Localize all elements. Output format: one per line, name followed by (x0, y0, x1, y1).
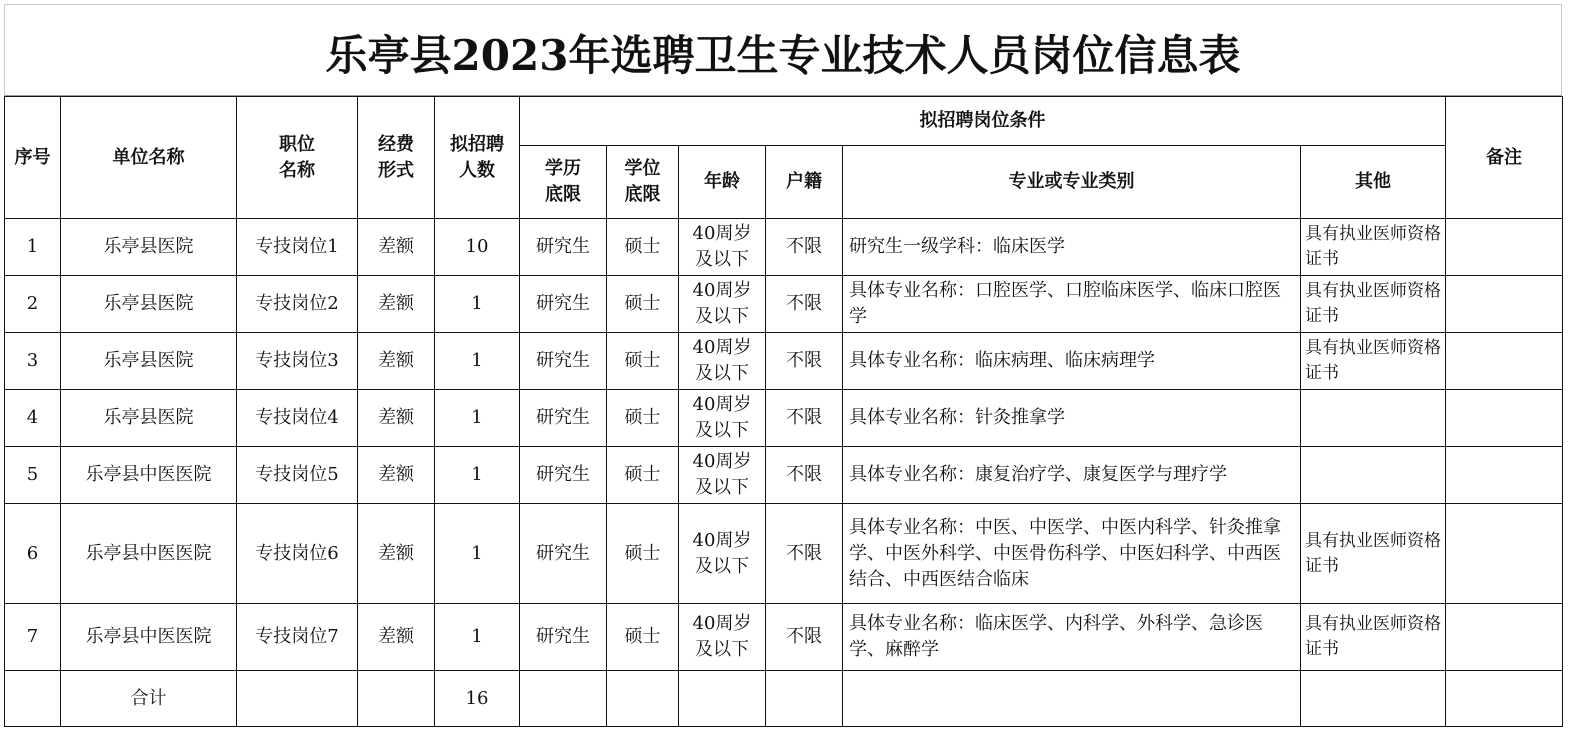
total-empty-cell (1301, 671, 1446, 727)
cell-degree: 硕士 (607, 390, 679, 447)
header-count-line2: 人数 (459, 159, 495, 181)
total-label: 合计 (61, 671, 237, 727)
table-row (5, 333, 1563, 390)
cell-count: 1 (435, 390, 520, 447)
cell-edu: 研究生 (520, 333, 607, 390)
cell-age-line2: 及以下 (695, 249, 749, 270)
cell-seq: 3 (5, 333, 61, 390)
cell-seq: 2 (5, 276, 61, 333)
cell-edu: 研究生 (520, 604, 607, 671)
header-seq: 序号 (5, 97, 61, 219)
cell-other: 具有执业医师资格证书 (1301, 504, 1446, 604)
total-empty-cell (1446, 671, 1563, 727)
header-count-line1: 拟招聘 (450, 133, 504, 155)
cell-unit: 乐亭县医院 (61, 333, 237, 390)
cell-count: 1 (435, 447, 520, 504)
cell-funding: 差额 (358, 604, 435, 671)
cell-remark (1446, 219, 1563, 276)
cell-age (679, 447, 766, 504)
header-degree (607, 146, 679, 219)
cell-hukou: 不限 (766, 219, 843, 276)
cell-other: 具有执业医师资格证书 (1301, 276, 1446, 333)
positions-table (4, 96, 1563, 727)
cell-edu: 研究生 (520, 447, 607, 504)
cell-funding: 差额 (358, 447, 435, 504)
total-count: 16 (435, 671, 520, 727)
cell-unit: 乐亭县中医医院 (61, 447, 237, 504)
cell-hukou: 不限 (766, 276, 843, 333)
header-row-1 (5, 97, 1563, 146)
header-age: 年龄 (679, 146, 766, 219)
cell-major: 具体专业名称：针灸推拿学 (843, 390, 1301, 447)
cell-hukou: 不限 (766, 333, 843, 390)
cell-count: 1 (435, 333, 520, 390)
cell-seq: 5 (5, 447, 61, 504)
title-bar (4, 4, 1562, 96)
total-empty-cell (679, 671, 766, 727)
cell-age (679, 219, 766, 276)
cell-hukou: 不限 (766, 504, 843, 604)
cell-edu: 研究生 (520, 390, 607, 447)
cell-major: 研究生一级学科：临床医学 (843, 219, 1301, 276)
header-conditions: 拟招聘岗位条件 (520, 97, 1446, 146)
cell-age-line1: 40周岁 (692, 280, 752, 301)
cell-post: 专技岗位2 (237, 276, 358, 333)
total-seq-cell (5, 671, 61, 727)
cell-remark (1446, 504, 1563, 604)
cell-major: 具体专业名称：中医、中医学、中医内科学、针灸推拿学、中医外科学、中医骨伤科学、中医妇科学、中西医结合、中西医结合临床 (843, 504, 1301, 604)
cell-major: 具体专业名称：临床病理、临床病理学 (843, 333, 1301, 390)
total-empty-cell (358, 671, 435, 727)
recruitment-sheet (4, 4, 1568, 742)
cell-edu: 研究生 (520, 219, 607, 276)
cell-unit: 乐亭县医院 (61, 390, 237, 447)
cell-age (679, 604, 766, 671)
cell-age-line2: 及以下 (695, 477, 749, 498)
cell-post: 专技岗位3 (237, 333, 358, 390)
header-funding-line2: 形式 (378, 159, 414, 181)
header-degree-line1: 学位 (624, 158, 661, 179)
cell-post: 专技岗位1 (237, 219, 358, 276)
header-degree-line2: 底限 (624, 184, 661, 205)
cell-edu: 研究生 (520, 276, 607, 333)
cell-hukou: 不限 (766, 604, 843, 671)
cell-age-line1: 40周岁 (692, 394, 752, 415)
header-funding (358, 97, 435, 219)
cell-major: 具体专业名称：康复治疗学、康复医学与理疗学 (843, 447, 1301, 504)
cell-remark (1446, 604, 1563, 671)
cell-age-line1: 40周岁 (692, 451, 752, 472)
cell-unit: 乐亭县医院 (61, 219, 237, 276)
header-funding-line1: 经费 (378, 133, 414, 155)
cell-edu: 研究生 (520, 504, 607, 604)
cell-seq: 4 (5, 390, 61, 447)
cell-remark (1446, 447, 1563, 504)
cell-other: 具有执业医师资格证书 (1301, 219, 1446, 276)
cell-count: 1 (435, 604, 520, 671)
header-major: 专业或专业类别 (843, 146, 1301, 219)
total-empty-cell (766, 671, 843, 727)
cell-seq: 1 (5, 219, 61, 276)
cell-age-line2: 及以下 (695, 363, 749, 384)
cell-count: 10 (435, 219, 520, 276)
cell-major: 具体专业名称：临床医学、内科学、外科学、急诊医学、麻醉学 (843, 604, 1301, 671)
total-empty-cell (607, 671, 679, 727)
header-post-line2: 名称 (279, 159, 315, 181)
cell-remark (1446, 333, 1563, 390)
cell-degree: 硕士 (607, 447, 679, 504)
cell-degree: 硕士 (607, 333, 679, 390)
cell-age-line1: 40周岁 (692, 613, 752, 634)
header-unit: 单位名称 (61, 97, 237, 219)
header-edu (520, 146, 607, 219)
header-post (237, 97, 358, 219)
cell-funding: 差额 (358, 390, 435, 447)
cell-remark (1446, 390, 1563, 447)
cell-funding: 差额 (358, 219, 435, 276)
cell-other: 具有执业医师资格证书 (1301, 333, 1446, 390)
cell-hukou: 不限 (766, 447, 843, 504)
cell-degree: 硕士 (607, 276, 679, 333)
header-edu-line2: 底限 (545, 184, 581, 205)
cell-age-line2: 及以下 (695, 639, 749, 660)
table-row (5, 219, 1563, 276)
cell-funding: 差额 (358, 333, 435, 390)
cell-age-line1: 40周岁 (692, 223, 752, 244)
cell-other (1301, 390, 1446, 447)
table-row (5, 276, 1563, 333)
cell-age (679, 390, 766, 447)
page-title: 乐亭县2023年选聘卫生专业技术人员岗位信息表 (325, 31, 1241, 80)
table-row (5, 604, 1563, 671)
cell-degree: 硕士 (607, 504, 679, 604)
header-count (435, 97, 520, 219)
cell-unit: 乐亭县医院 (61, 276, 237, 333)
header-remark: 备注 (1446, 97, 1563, 219)
cell-degree: 硕士 (607, 604, 679, 671)
total-row (5, 671, 1563, 727)
table-row (5, 390, 1563, 447)
cell-degree: 硕士 (607, 219, 679, 276)
cell-age-line2: 及以下 (695, 306, 749, 327)
cell-age (679, 333, 766, 390)
total-empty-cell (237, 671, 358, 727)
table-row (5, 504, 1563, 604)
cell-funding: 差额 (358, 504, 435, 604)
header-hukou: 户籍 (766, 146, 843, 219)
header-edu-line1: 学历 (545, 158, 581, 179)
cell-age (679, 276, 766, 333)
cell-age-line2: 及以下 (695, 555, 749, 577)
cell-post: 专技岗位7 (237, 604, 358, 671)
cell-seq: 7 (5, 604, 61, 671)
cell-post: 专技岗位4 (237, 390, 358, 447)
cell-age (679, 504, 766, 604)
cell-age-line1: 40周岁 (692, 337, 752, 358)
cell-post: 专技岗位6 (237, 504, 358, 604)
cell-other: 具有执业医师资格证书 (1301, 604, 1446, 671)
cell-major: 具体专业名称：口腔医学、口腔临床医学、临床口腔医学 (843, 276, 1301, 333)
cell-remark (1446, 276, 1563, 333)
cell-other (1301, 447, 1446, 504)
cell-post: 专技岗位5 (237, 447, 358, 504)
total-empty-cell (520, 671, 607, 727)
cell-seq: 6 (5, 504, 61, 604)
cell-unit: 乐亭县中医医院 (61, 504, 237, 604)
cell-unit: 乐亭县中医医院 (61, 604, 237, 671)
cell-funding: 差额 (358, 276, 435, 333)
cell-count: 1 (435, 504, 520, 604)
total-empty-cell (843, 671, 1301, 727)
cell-hukou: 不限 (766, 390, 843, 447)
table-row (5, 447, 1563, 504)
header-other: 其他 (1301, 146, 1446, 219)
cell-count: 1 (435, 276, 520, 333)
header-post-line1: 职位 (279, 133, 315, 155)
cell-age-line2: 及以下 (695, 420, 749, 441)
cell-age-line1: 40周岁 (692, 529, 752, 551)
